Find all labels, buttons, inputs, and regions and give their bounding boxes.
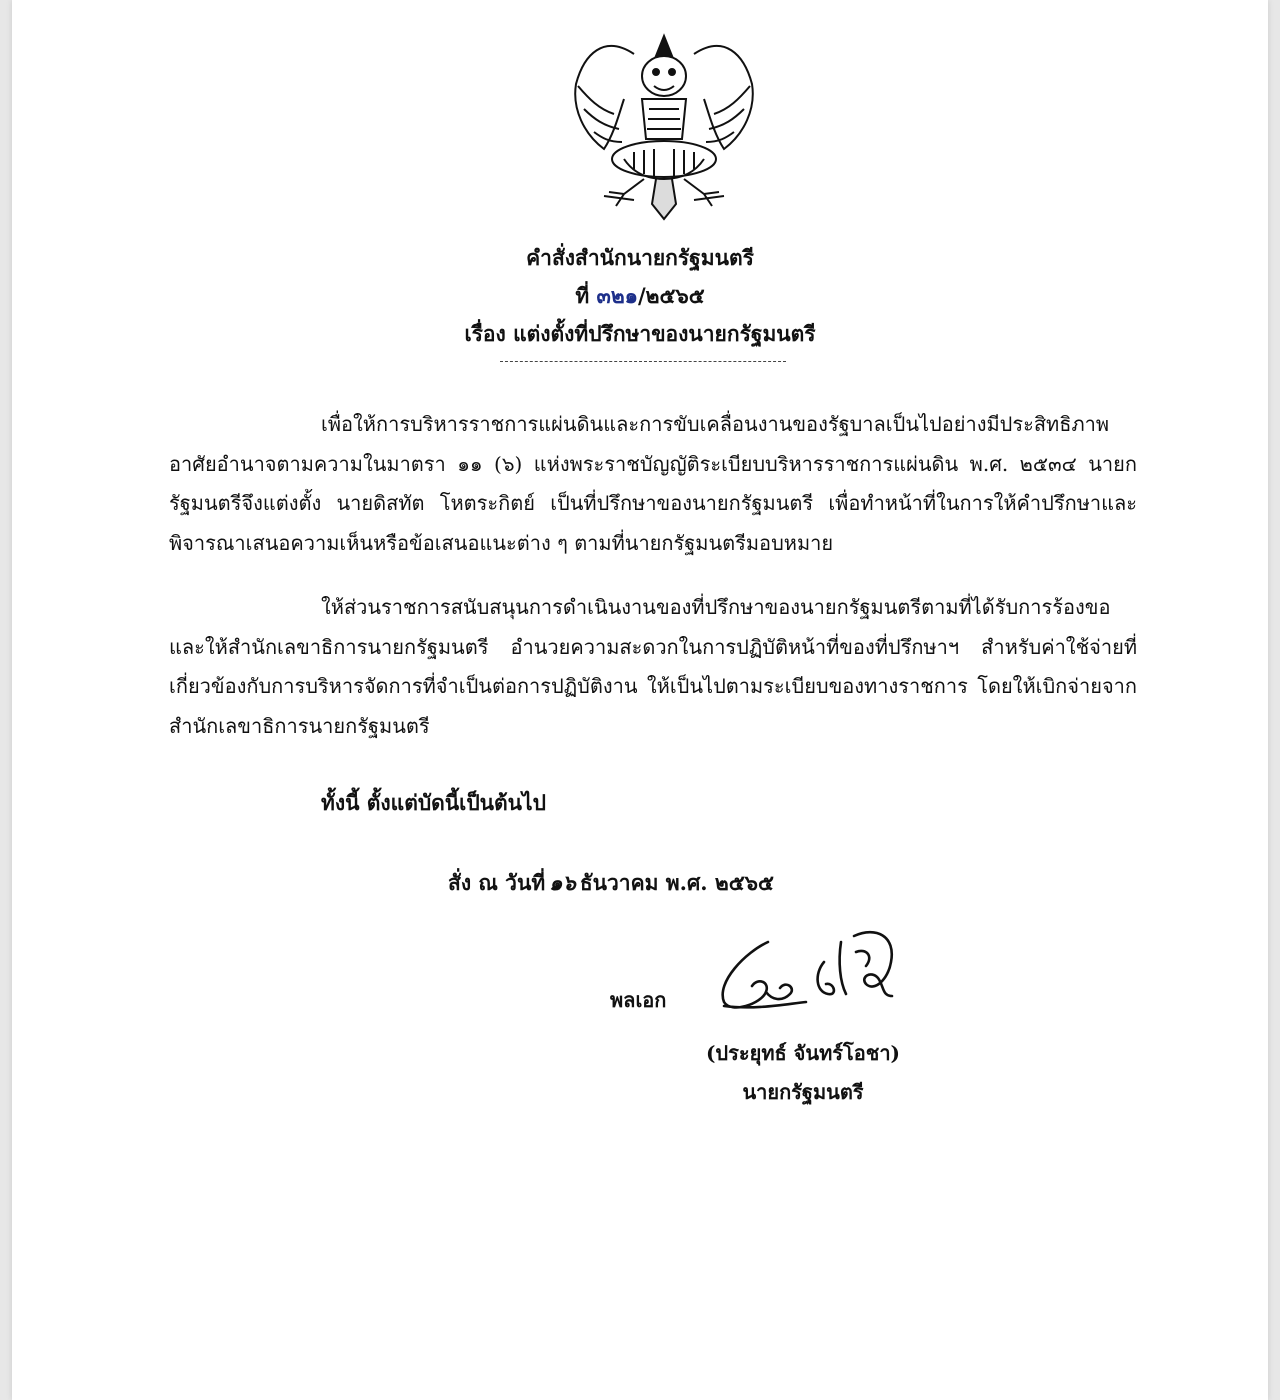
signer-name: (ประยุทธ์ จันทร์โอชา) [705, 1041, 901, 1065]
order-subject: เรื่อง แต่งตั้งที่ปรึกษาของนายกรัฐมนตรี [464, 321, 816, 346]
effective-clause: ทั้งนี้ ตั้งแต่บัดนี้เป็นต้นไป [321, 790, 546, 815]
body-paragraph-1-text: เพื่อให้การบริหารราชการแผ่นดินและการขับเคลื่อนงานของรัฐบาลเป็นไปอย่างมีประสิทธิภาพ อาศัยอำนาจตามความในมาตรา ๑๑ (๖) แห่งพระราชบัญญัติระเบียบบริหารราชการแผ่นดิน พ.ศ. ๒๕๓๔ นายกรัฐมนตรีจึงแต่งตั้ง นายดิสทัต โหตระกิตย์ เป็นที่ปรึกษาของนายกรัฐมนตรี เพื่อทำหน้าที่ในการให้คำปรึกษาและพิจารณาเสนอความเห็นหรือข้อเสนอแนะต่าง ๆ ตามที่นายกรัฐมนตรีมอบหมาย [169, 412, 1137, 555]
order-heading: คำสั่งสำนักนายกรัฐมนตรี [526, 245, 754, 270]
document-page [12, 0, 1268, 1400]
issued-date-line [448, 864, 774, 902]
body-paragraph-2-text: ให้ส่วนราชการสนับสนุนการดำเนินงานของที่ปรึกษาของนายกรัฐมนตรีตามที่ได้รับการร้องขอ และให้สำนักเลขาธิการนายกรัฐมนตรี อำนวยความสะดวกในการปฏิบัติหน้าที่ของที่ปรึกษาฯ สำหรับค่าใช้จ่ายที่เกี่ยวข้องกับการบริหารจัดการที่จำเป็นต่อการปฏิบัติงาน ให้เป็นไปตามระเบียบของทางราชการ โดยให้เบิกจ่ายจากสำนักเลขาธิการนายกรัฐมนตรี [169, 595, 1137, 738]
issued-day: ๑๖ [549, 870, 576, 895]
order-number-line [12, 277, 1268, 315]
order-number-prefix: ที่ [575, 283, 590, 308]
signer-title: นายกรัฐมนตรี [742, 1080, 864, 1104]
body-paragraph-1 [169, 405, 1137, 563]
signer-rank: พลเอก [610, 988, 667, 1012]
order-number: ๓๒๑ [596, 283, 639, 308]
garuda-emblem-icon [564, 14, 764, 224]
order-year: /๒๕๖๕ [638, 283, 705, 308]
issued-prefix: สั่ง ณ วันที่ [448, 870, 546, 895]
divider-line [500, 361, 786, 362]
issued-month-year: ธันวาคม พ.ศ. ๒๕๖๕ [579, 870, 774, 895]
body-paragraph-2 [169, 588, 1137, 746]
handwritten-signature [706, 922, 896, 1022]
